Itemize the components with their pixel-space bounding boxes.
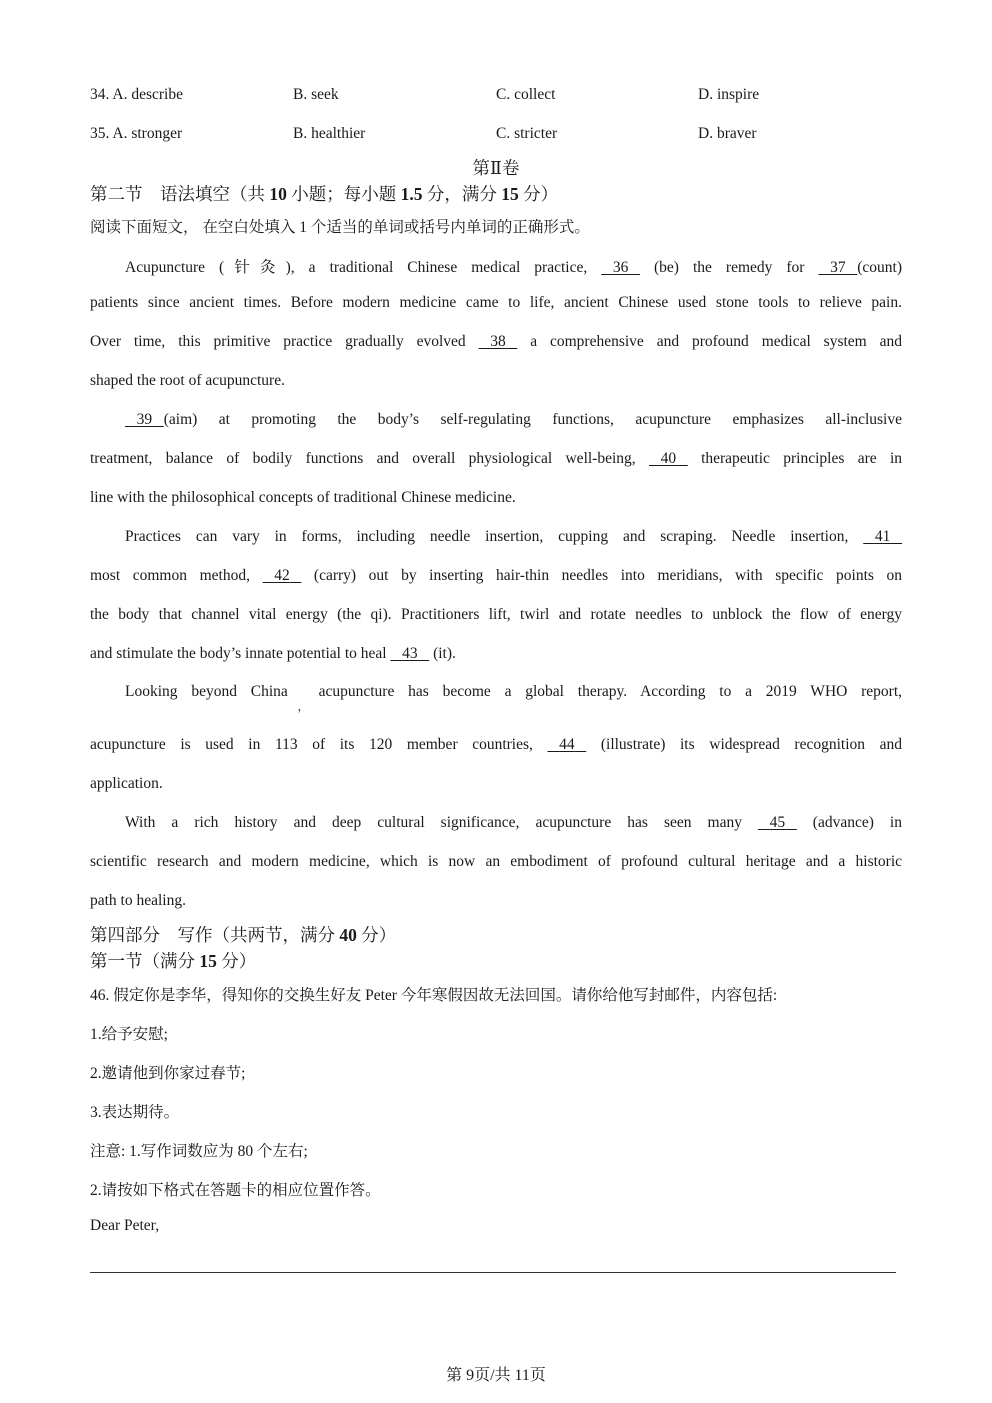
passage-text: a comprehensive and profound medical system and <box>517 333 902 350</box>
passage-text: (be) the remedy for <box>639 259 819 276</box>
blank-number: 37 <box>830 259 846 276</box>
passage-line-6 <box>90 450 902 468</box>
passage-line-4: shaped the root of acupuncture. <box>90 372 285 389</box>
blank-36[interactable] <box>601 259 640 277</box>
blank-43[interactable] <box>390 645 429 663</box>
part2-title: 第Ⅱ卷 <box>472 158 520 178</box>
blank-42[interactable] <box>263 567 302 585</box>
blank-41[interactable] <box>863 528 902 546</box>
blank-number: 43 <box>402 645 418 662</box>
part4-total-points: 40 <box>339 925 357 945</box>
section2-instruction: 阅读下面短文， 在空白处填入 1 个适当的单词或括号内单词的正确形式。 <box>90 219 590 236</box>
section2-heading-mid2: 分，满分 <box>422 184 502 204</box>
blank-44[interactable] <box>548 736 587 754</box>
section2-heading <box>90 181 558 206</box>
passage-line-14: application. <box>90 775 163 792</box>
section2-heading-prefix: 第二节 语法填空（共 <box>90 184 270 204</box>
option-34-b: B. seek <box>293 86 339 103</box>
blank-number: 36 <box>612 259 629 276</box>
passage-line-3 <box>90 333 902 351</box>
passage-line-12 <box>125 683 903 713</box>
passage-text: Looking beyond China <box>125 683 288 700</box>
passage-text: treatment, balance of bodily functions and overall physiological well-being, <box>90 450 649 467</box>
passage-text: and stimulate the body’s innate potential to heal <box>90 645 391 662</box>
passage-line-11 <box>90 645 902 663</box>
passage-text: (advance) in <box>796 814 902 831</box>
passage-line-7: line with the philosophical concepts of traditional Chinese medicine. <box>90 489 516 506</box>
passage-text: (it). <box>429 645 456 662</box>
blank-number: 40 <box>660 450 677 467</box>
passage-text: (aim) at promoting the body’s self-regulating functions, acupuncture emphasizes all-inclusive <box>163 411 902 428</box>
passage-line-15 <box>125 814 902 832</box>
option-35-c: C. stricter <box>496 125 558 142</box>
question-46: 46. 假定你是李华，得知你的交换生好友 Peter 今年寒假因故无法回国。请你给他写封邮件，内容包括: <box>90 987 778 1004</box>
section1-title-prefix: 第一节（满分 <box>90 951 200 971</box>
section1-title-suffix: 分） <box>216 951 257 971</box>
blank-number: 39 <box>136 411 153 428</box>
section2-question-count: 10 <box>269 184 287 204</box>
blank-number: 44 <box>559 736 575 753</box>
passage-text: (count) <box>857 259 902 276</box>
passage-line-9 <box>90 567 902 585</box>
page-footer: 第 9页/共 11页 <box>446 1367 546 1384</box>
blank-number: 42 <box>274 567 290 584</box>
blank-number: 38 <box>490 333 506 350</box>
passage-line-17: path to healing. <box>90 892 186 909</box>
section2-points-each: 1.5 <box>400 184 423 204</box>
option-34-a: 34. A. describe <box>90 86 183 103</box>
blank-number: 45 <box>769 814 786 831</box>
section2-total-points: 15 <box>501 184 519 204</box>
passage-text: Practices can vary in forms, including needle insertion, cupping and scraping. Needle insertion, <box>125 528 864 545</box>
blank-37[interactable] <box>818 259 857 277</box>
letter-greeting: Dear Peter, <box>90 1217 160 1234</box>
passage-line-5 <box>125 411 902 429</box>
option-34-d: D. inspire <box>698 86 760 103</box>
requirement-2: 2.邀请他到你家过春节; <box>90 1065 246 1082</box>
passage-text: therapeutic principles are in <box>687 450 902 467</box>
blank-39[interactable] <box>125 411 164 429</box>
passage-text: With a rich history and deep cultural significance, acupuncture has seen many <box>125 814 758 831</box>
section2-heading-suffix: 分） <box>518 184 559 204</box>
part4-section1-title <box>90 948 256 973</box>
passage-comma: ， <box>287 701 319 713</box>
requirement-3: 3.表达期待。 <box>90 1104 180 1121</box>
passage-line-16: scientific research and modern medicine, which is now an embodiment of profound cultural heritage and a historic <box>90 853 902 870</box>
passage-line-13 <box>90 736 902 754</box>
note-2: 2.请按如下格式在答题卡的相应位置作答。 <box>90 1182 381 1199</box>
passage-text: acupuncture has become a global therapy. According to a 2019 WHO report, <box>318 683 903 700</box>
blank-45[interactable] <box>758 814 797 832</box>
passage-text: Acupuncture (针灸), a traditional Chinese medical practice, <box>125 259 602 276</box>
part4-title <box>90 922 396 947</box>
answer-line[interactable] <box>90 1272 896 1273</box>
note-1: 注意: 1.写作词数应为 80 个左右; <box>90 1143 308 1160</box>
passage-line-1 <box>125 255 902 277</box>
section2-heading-mid1: 小题；每小题 <box>286 184 401 204</box>
option-35-a: 35. A. stronger <box>90 125 183 142</box>
passage-line-10: the body that channel vital energy (the qi). Practitioners lift, twirl and rotate needles to unblock the flow of energy <box>90 606 902 623</box>
option-34-c: C. collect <box>496 86 556 103</box>
passage-text: Over time, this primitive practice gradually evolved <box>90 333 479 350</box>
part4-title-suffix: 分） <box>356 925 397 945</box>
passage-text: (carry) out by inserting hair-thin needles into meridians, with specific points on <box>301 567 902 584</box>
option-35-b: B. healthier <box>293 125 366 142</box>
option-35-d: D. braver <box>698 125 757 142</box>
blank-38[interactable] <box>479 333 518 351</box>
passage-text: most common method, <box>90 567 263 584</box>
blank-number: 41 <box>874 528 891 545</box>
blank-40[interactable] <box>649 450 688 468</box>
section1-points: 15 <box>199 951 217 971</box>
passage-line-2: patients since ancient times. Before modern medicine came to life, ancient Chinese used stone tools to relieve pain. <box>90 294 902 311</box>
passage-text: acupuncture is used in 113 of its 120 member countries, <box>90 736 548 753</box>
options-row-34 <box>90 86 910 108</box>
requirement-1: 1.给予安慰; <box>90 1026 168 1043</box>
passage-text: (illustrate) its widespread recognition and <box>586 736 902 753</box>
passage-line-8 <box>125 528 902 546</box>
options-row-35 <box>90 125 910 147</box>
part4-title-prefix: 第四部分 写作（共两节，满分 <box>90 925 340 945</box>
